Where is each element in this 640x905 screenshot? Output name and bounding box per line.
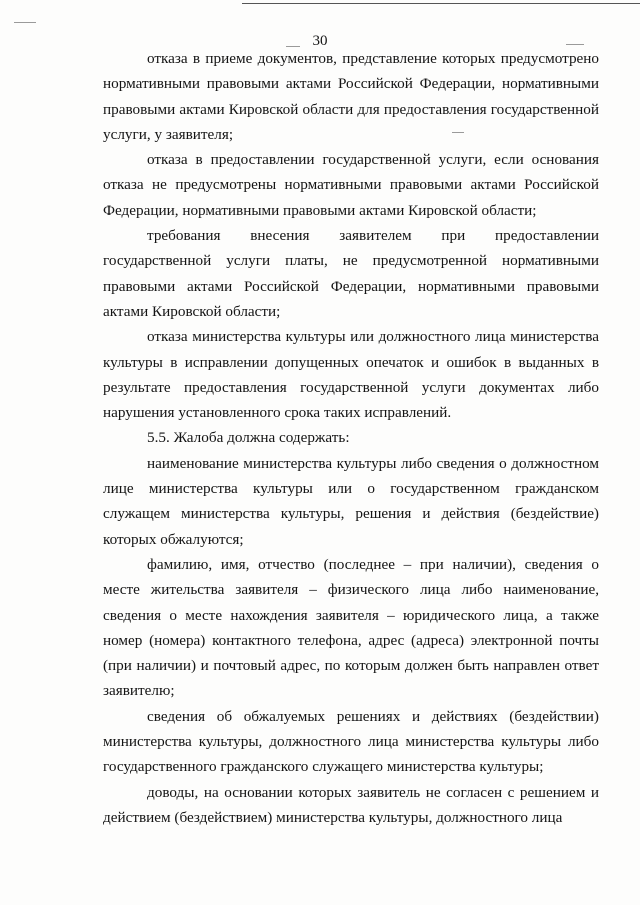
paragraph: отказа министерства культуры или должностного лица министерства культуры в исправлении допущенных опечаток и ошибок в выданных в результате предоставления государственной услуги документах либо нарушения установленного срока таких исправлений. (103, 328, 599, 422)
paragraph: доводы, на основании которых заявитель не согласен с решением и действием (бездействием) министерства культуры, должностного лица (103, 783, 599, 826)
paragraph: сведения об обжалуемых решениях и действиях (бездействии) министерства культуры, должностного лица министерства культуры либо государственного гражданского служащего министерства культуры; (103, 707, 599, 776)
page-number: 30 (312, 33, 328, 49)
scan-artifact (14, 22, 36, 23)
top-border-line (242, 3, 640, 4)
paragraph: отказа в предоставлении государственной услуги, если основания отказа не предусмотрены нормативными правовыми актами Российской Федерации, нормативными правовыми актами Кировской области; (103, 151, 599, 219)
document-body (103, 46, 599, 830)
paragraph: отказа в приеме документов, представление которых предусмотрено нормативными правовыми актами Российской Федерации, нормативными правовыми актами Кировской области для предоставления государственной услуги, у заявителя; (103, 50, 599, 143)
section-heading: 5.5. Жалоба должна содержать: (147, 429, 350, 447)
paragraph: наименование министерства культуры либо сведения о должностном лице министерства культуры или о государственном гражданском служащем министерства культуры, решения и действия (бездействие) которых обжалуются; (103, 454, 599, 548)
paragraph: фамилию, имя, отчество (последнее – при наличии), сведения о месте жительства заявителя – физического лица либо наименование, сведения о месте нахождения заявителя – юридического лица, а также номер (номера) контактного телефона, адрес (адреса) электронной почты (при наличии) и почтовый адрес, по которым должен быть направлен ответ заявителю; (103, 555, 599, 700)
paragraph: требования внесения заявителем при предоставлении государственной услуги платы, не предусмотренной нормативными правовыми актами Российской Федерации, нормативными правовыми актами Кировской области; (103, 227, 599, 320)
